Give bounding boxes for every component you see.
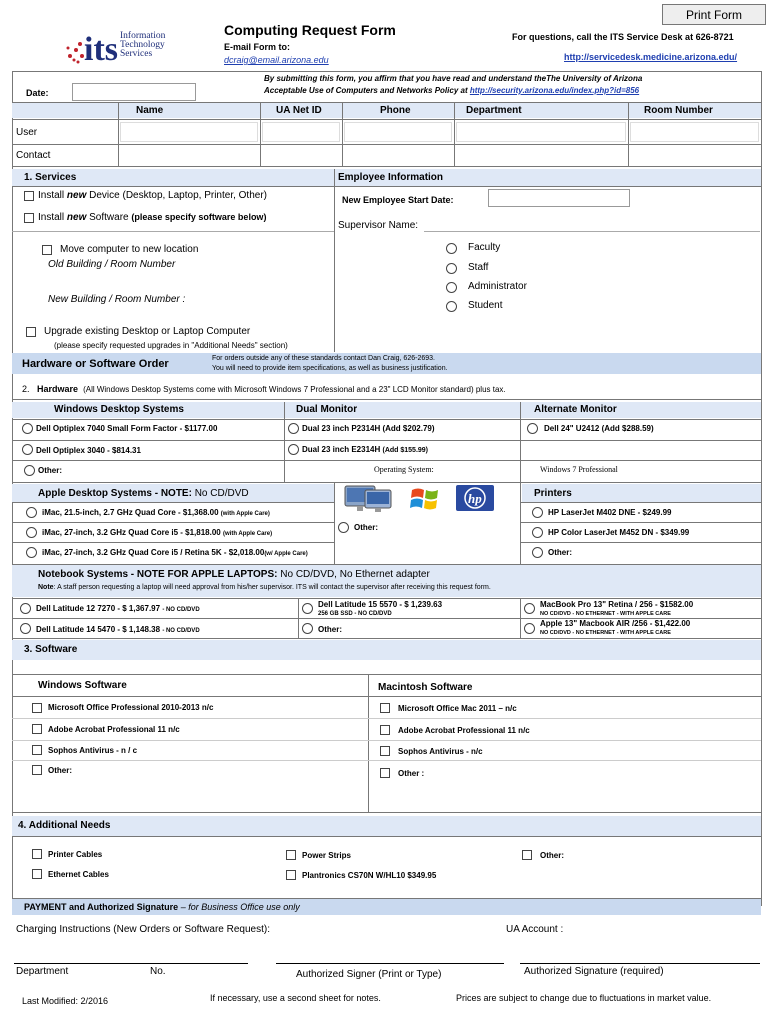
nb4-label: MacBook Pro 13" Retina / 256 - $1582.00: [540, 600, 694, 609]
logo-line-2: Technology: [120, 40, 165, 50]
win-other-radio[interactable]: [24, 465, 35, 476]
mac-sw-sophos-label: Sophos Antivirus - n/c: [398, 747, 483, 756]
header-netid: UA Net ID: [276, 105, 322, 116]
new-building-label: New Building / Room Number :: [48, 294, 186, 305]
date-label: Date:: [26, 88, 49, 98]
user-phone-input[interactable]: [344, 122, 452, 142]
plantronics-checkbox[interactable]: [286, 870, 296, 880]
nb3-radio[interactable]: [302, 603, 313, 614]
mid-other-label: Other:: [354, 523, 378, 532]
ethernet-cables-label: Ethernet Cables: [48, 870, 109, 879]
notebook-title: Notebook Systems - NOTE FOR APPLE LAPTOPS: No CD/DVD, No Ethernet adapter: [38, 569, 430, 580]
hardware-heading: 2. Hardware (All Windows Desktop Systems come with Microsoft Windows 7 Professional and a 23" LCD Monitor standard) plus tax.: [22, 384, 506, 394]
printer2-radio[interactable]: [532, 527, 543, 538]
nb2-label: Dell Latitude 14 5470 - $ 1,148.38 - NO CD/DVD: [36, 625, 200, 634]
nb2-radio[interactable]: [20, 623, 31, 634]
header-department: Department: [466, 105, 522, 116]
hw-order-note-2: You will need to provide item specifications, as well as business justification.: [212, 365, 448, 372]
software-title: 3. Software: [24, 644, 78, 655]
services-title: 1. Services: [24, 172, 77, 183]
notebook-staff-note: Note: A staff person requesting a laptop will need approval from his/her supervisor. ITS will contact the supervisor after receiving this request form.: [38, 584, 491, 591]
start-date-label: New Employee Start Date:: [342, 195, 454, 205]
role-administrator-label: Administrator: [468, 281, 527, 292]
win-sw-sophos-label: Sophos Antivirus - n / c: [48, 746, 138, 755]
move-computer-checkbox[interactable]: [42, 245, 52, 255]
nb1-radio[interactable]: [20, 603, 31, 614]
additional-needs-title: 4. Additional Needs: [18, 820, 111, 831]
row-user: User: [16, 127, 38, 138]
printer1-radio[interactable]: [532, 507, 543, 518]
plantronics-label: Plantronics CS70N W/HL10 $349.95: [302, 871, 437, 880]
win2-radio[interactable]: [22, 444, 33, 455]
windows-desktop-title: Windows Desktop Systems: [54, 404, 184, 415]
its-logo: [64, 22, 189, 66]
mac-sw-office-label: Microsoft Office Mac 2011 – n/c: [398, 704, 517, 713]
printer-cables-label: Printer Cables: [48, 850, 103, 859]
mac-sw-acrobat-label: Adobe Acrobat Professional 11 n/c: [398, 726, 530, 735]
ua-account-label: UA Account :: [506, 924, 564, 935]
apple3-label: iMac, 27-inch, 3.2 GHz Quad Core i5 / Retina 5K - $2,018.00(w/ Apple Care): [42, 548, 308, 557]
header-name: Name: [136, 105, 164, 116]
os-value: Windows 7 Professional: [540, 465, 618, 474]
additional-other-checkbox[interactable]: [522, 850, 532, 860]
hw-order-title: Hardware or Software Order: [22, 358, 169, 370]
nb-other-label: Other:: [318, 625, 342, 634]
win-sw-other-checkbox[interactable]: [32, 765, 42, 775]
nb-other-radio[interactable]: [302, 623, 313, 634]
nb1-label: Dell Latitude 12 7270 - $ 1,367.97 - NO CD/DVD: [36, 604, 200, 613]
printer-other-label: Other:: [548, 548, 572, 557]
nb3-label: Dell Latitude 15 5570 - $ 1,239.63: [318, 600, 443, 609]
imac-image: [343, 484, 395, 514]
row-contact: Contact: [16, 150, 51, 161]
mac-sw-other-checkbox[interactable]: [380, 768, 390, 778]
apple1-label: iMac, 21.5-inch, 2.7 GHz Quad Core - $1,368.00 (with Apple Care): [42, 508, 270, 517]
user-room-input[interactable]: [630, 122, 759, 142]
user-name-input[interactable]: [120, 122, 258, 142]
install-device-checkbox[interactable]: [24, 191, 34, 201]
install-software-label: Install new Software (please specify software below): [38, 212, 267, 223]
apple2-radio[interactable]: [26, 527, 37, 538]
role-student-label: Student: [468, 300, 503, 311]
user-netid-input[interactable]: [262, 122, 340, 142]
dual2-radio[interactable]: [288, 444, 299, 455]
user-dept-input[interactable]: [456, 122, 626, 142]
install-device-label: Install new Device (Desktop, Laptop, Printer, Other): [38, 190, 267, 201]
its-logo-mark: [64, 22, 120, 66]
start-date-input[interactable]: [488, 189, 630, 207]
printer-cables-checkbox[interactable]: [32, 849, 42, 859]
role-student-radio[interactable]: [446, 301, 457, 312]
employee-info-title: Employee Information: [338, 172, 444, 183]
upgrade-note: (please specify requested upgrades in "Additional Needs" section): [54, 341, 288, 350]
apple1-radio[interactable]: [26, 507, 37, 518]
authorized-signer-label: Authorized Signer (Print or Type): [296, 969, 442, 980]
nb3-note: 256 GB SSD - NO CD/DVD: [318, 611, 392, 617]
email-label: E-mail Form to:: [224, 42, 291, 52]
printer2-label: HP Color LaserJet M452 DN - $349.99: [548, 528, 690, 537]
os-label: Operating System:: [374, 465, 434, 474]
date-input[interactable]: [72, 83, 196, 101]
logo-line-1: Information: [120, 31, 166, 41]
old-building-label: Old Building / Room Number: [48, 259, 176, 270]
win-sw-office-checkbox[interactable]: [32, 703, 42, 713]
upgrade-label: Upgrade existing Desktop or Laptop Computer: [44, 326, 251, 337]
service-desk-link[interactable]: http://servicedesk.medicine.arizona.edu/: [564, 52, 738, 62]
logo-dots: [67, 42, 85, 64]
authorized-signer-input[interactable]: [276, 938, 504, 962]
svg-text:hp: hp: [468, 491, 482, 506]
email-link[interactable]: dcraig@email.arizona.edu: [224, 55, 329, 65]
nb5-note: NO CD/DVD - NO ETHERNET - WITH APPLE CARE: [540, 630, 671, 636]
mac-sw-sophos-checkbox[interactable]: [380, 746, 390, 756]
print-form-button[interactable]: Print Form: [662, 4, 766, 25]
hp-logo-icon: [456, 485, 494, 511]
nb4-radio[interactable]: [524, 603, 535, 614]
role-administrator-radio[interactable]: [446, 282, 457, 293]
alternate-monitor-title: Alternate Monitor: [534, 404, 617, 415]
apple2-label: iMac, 27-inch, 3.2 GHz Quad Core i5 - $1,818.00 (with Apple Care): [42, 528, 273, 537]
last-modified: Last Modified: 2/2016: [22, 996, 109, 1006]
role-staff-label: Staff: [468, 262, 489, 273]
header-phone: Phone: [380, 105, 411, 116]
win-other-label: Other:: [38, 466, 62, 475]
apple3-radio[interactable]: [26, 547, 37, 558]
number-label: No.: [150, 966, 166, 977]
header-room: Room Number: [644, 105, 713, 116]
ethernet-cables-checkbox[interactable]: [32, 869, 42, 879]
apple-desktop-title: Apple Desktop Systems - NOTE: No CD/DVD: [38, 488, 249, 499]
form-title: Computing Request Form: [224, 22, 396, 38]
printer-other-radio[interactable]: [532, 547, 543, 558]
questions-text: For questions, call the ITS Service Desk at 626-8721: [512, 32, 734, 42]
affirm-line-1: By submitting this form, you affirm that you have read and understand theThe University of Arizona: [264, 74, 643, 83]
nb5-label: Apple 13" Macbook AIR /256 - $1,422.00: [540, 619, 691, 628]
role-faculty-radio[interactable]: [446, 243, 457, 254]
upgrade-checkbox[interactable]: [26, 327, 36, 337]
win-sw-acrobat-label: Adobe Acrobat Professional 11 n/c: [48, 725, 180, 734]
win-sw-office-label: Microsoft Office Professional 2010-2013 n/c: [48, 703, 214, 712]
logo-line-3: Services: [120, 49, 153, 59]
mid-other-radio[interactable]: [338, 522, 349, 533]
dual1-radio[interactable]: [288, 423, 299, 434]
additional-other-label: Other:: [540, 851, 564, 860]
dual1-label: Dual 23 inch P2314H (Add $202.79): [302, 424, 435, 433]
win2-label: Dell Optiplex 3040 - $814.31: [36, 446, 141, 455]
windows-software-title: Windows Software: [38, 680, 127, 691]
dual2-label: Dual 23 inch E2314H (Add $155.99): [302, 445, 429, 454]
supervisor-label: Supervisor Name:: [338, 220, 419, 231]
power-strips-checkbox[interactable]: [286, 850, 296, 860]
win-sw-sophos-checkbox[interactable]: [32, 745, 42, 755]
nb5-radio[interactable]: [524, 623, 535, 634]
printers-title: Printers: [534, 488, 572, 499]
mac-sw-office-checkbox[interactable]: [380, 703, 390, 713]
dual-monitor-title: Dual Monitor: [296, 404, 358, 415]
win1-radio[interactable]: [22, 423, 33, 434]
affirm-line-2: Acceptable Use of Computers and Networks Policy at: [264, 86, 468, 95]
department-input[interactable]: [14, 938, 248, 962]
policy-link[interactable]: http://security.arizona.edu/index.php?id=856: [469, 86, 640, 95]
hw-order-note-1: For orders outside any of these standards contact Dan Craig, 626-2693.: [212, 355, 435, 362]
win-sw-other-label: Other:: [48, 766, 72, 775]
mac-sw-other-label: Other :: [398, 769, 425, 778]
move-computer-label: Move computer to new location: [60, 244, 199, 255]
payment-title: PAYMENT and Authorized Signature – for Business Office use only: [24, 902, 300, 912]
printer1-label: HP LaserJet M402 DNE - $249.99: [548, 508, 672, 517]
alt1-radio[interactable]: [527, 423, 538, 434]
prices-note: Prices are subject to change due to fluctuations in market value.: [456, 993, 712, 1003]
role-staff-radio[interactable]: [446, 263, 457, 274]
charging-instructions-label: Charging Instructions (New Orders or Software Request):: [16, 924, 270, 935]
win1-label: Dell Optiplex 7040 Small Form Factor - $1177.00: [36, 424, 218, 433]
nb4-note: NO CD/DVD - NO ETHERNET - WITH APPLE CARE: [540, 611, 671, 617]
logo-letters: its: [84, 31, 118, 66]
second-sheet-note: If necessary, use a second sheet for notes.: [210, 993, 381, 1003]
alt1-label: Dell 24" U2412 (Add $288.59): [544, 424, 654, 433]
power-strips-label: Power Strips: [302, 851, 351, 860]
win-sw-acrobat-checkbox[interactable]: [32, 724, 42, 734]
mac-sw-acrobat-checkbox[interactable]: [380, 725, 390, 735]
department-label: Department: [16, 966, 69, 977]
mac-software-title: Macintosh Software: [378, 682, 473, 693]
install-software-checkbox[interactable]: [24, 213, 34, 223]
authorized-signature-label: Authorized Signature (required): [524, 966, 664, 977]
windows-logo-icon: [408, 484, 442, 514]
role-faculty-label: Faculty: [468, 242, 501, 253]
